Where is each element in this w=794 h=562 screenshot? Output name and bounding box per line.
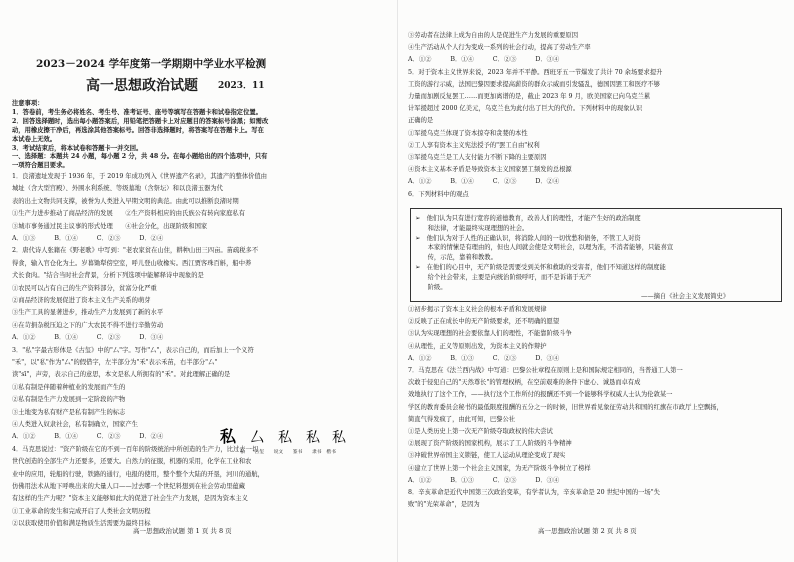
question-line: 4．马克思说过："资产阶级在它的不到一百年的阶级统治中所创造的生产力，比过去一切: [12, 445, 259, 453]
question-line: ④人类进入奴隶社会，私有制确立，国家产生: [12, 421, 138, 428]
question-line: ②私有制是生产力发展到一定阶段的产物: [12, 396, 126, 404]
question-line: A．①② B．①④ C．②③ D．②④: [12, 433, 164, 441]
material-line: 和法律，才能最终实现理想的社会。: [415, 224, 529, 232]
question-line: A．①③ B．①④ C．②③ D．②④: [12, 235, 164, 242]
question-line: ③冲破世界帝国主义锁链，使工人运动从理论变成了现实: [408, 452, 566, 460]
question-line: 有这样的生产力呢？"资本主义能够如此大的促进了社会生产力发展，是因为资本主义: [12, 495, 248, 503]
question-line: 2．唐代诗人张籍在《野老歌》中写到："老农家贫在山住，耕种山田三四亩。苗疏税多不: [12, 247, 259, 255]
question-line: ①私有制是伴随着种植业的发展而产生的: [12, 383, 126, 391]
question-line: ③生产工具的显著进步，推动生产力发展到了新的水平: [12, 309, 164, 317]
exam-page-2: [397, 0, 794, 562]
question-line: ④资本主义基本矛盾是导致资本主义国家罢工频发的总根源: [408, 166, 572, 174]
question-line: ①工业革命的发生和完成开启了人类社会文明历程: [12, 507, 151, 515]
question-line: 读"sī"，声旁，表示自己的意思，本文是私人所拥有的"禾"。对此理解正确的是: [12, 371, 231, 379]
svg-text:私: 私: [220, 427, 237, 446]
question-line: 简直气得发疯了，由此可知，巴黎公社: [408, 415, 516, 423]
section-heading-line1: 一、选择题：本题共 24 小题，每小题 2 分，共 48 分。在每小题给出的四个选项中，只有: [12, 153, 268, 160]
question-line: 次敢于侵犯自己的"天然尊长"的管理权柄，在空前艰难的条件下虚心、诚恳而卓有成: [408, 379, 641, 387]
notes-heading: 注意事项：: [12, 100, 44, 107]
question-line: ①农民可以占有自己的生产资料部分，贫富分化严重: [12, 284, 157, 292]
material-box: [410, 208, 782, 302]
material-line: ——摘自《社会主义发展简史》: [641, 293, 730, 301]
exam-title: 2023－2024 学年度第一学期期中学业水平检测: [36, 58, 267, 70]
question-line: ②以获取使用价值和满足物质生活需要为最终目标: [12, 520, 151, 528]
si-character-glyph-image: [218, 423, 368, 449]
svg-text:私: 私: [306, 430, 320, 446]
svg-text:私: 私: [332, 430, 346, 446]
question-line: 犬长食肉。"结合当时社会背景，分析下列选项中能解释诗中现象的是: [12, 272, 204, 280]
material-line: ➢ 在他们的心目中，无产阶级是需要受到关怀和救助的受害者，他们不知道这样的制度能: [415, 264, 666, 271]
question-line: 正确的是: [408, 117, 434, 125]
question-line: 3．"私"字最古形体是《古玺》中的"厶"字。写作"厶"，表示自己的，而后加上一个义符: [12, 346, 254, 354]
question-line: ②工人享有资本主义宪法授予的"罢工自由"权利: [408, 141, 540, 149]
question-line: "禾"，以"私"作为"厶"的假借字，左半部分为"禾"表示禾苗，右半部分"厶": [12, 359, 218, 366]
question-line: 仿佛用法术从地下呼唤出来的大量人口——过去哪一个世纪料想到在社会劳动里蕴藏: [12, 483, 245, 490]
question-line: 得食，输入官仓化为土。岁暮锄犁傍空室，呼儿登山收橡实。西江贾客珠百斛，船中养: [12, 259, 252, 267]
question-line: ③军援乌克兰是工人支付能力不断下降的主要原因: [408, 154, 547, 161]
question-line: 效地执行了这个工作，——执行这个工作所付的报酬还不到一个能够科学权威人士认为伦敦某一: [408, 391, 673, 399]
question-line: ②展现了资产阶级的国家机构，展示了工人阶级的斗争精神: [408, 440, 572, 448]
question-line: ②商品经济的发展促进了资本主义生产关系的萌芽: [12, 297, 151, 304]
question-line: 8．辛亥革命是近代中国第三次政治变革，有学者认为，辛亥革命是 20 世纪中国的一场"失: [408, 489, 660, 496]
material-line: ➢ 他们认为只有进行宽容的道德教育，改善人们的理性，才能产生好的政治制度: [415, 215, 641, 222]
material-line: ➢ 他们认为对于人性的正确认识，将消除人间的一切忧愁和债务，不管工人对资: [415, 234, 641, 242]
question-line: A．①② B．①④ C．②③ D．②④: [408, 178, 560, 186]
material-line: 传，示范，靠着和教教。: [415, 254, 497, 262]
note-line: 3．考试结束后，将本试卷和答题卡一并交回。: [12, 145, 143, 152]
question-line: 5．对于资本主义世界来说，2023 年并不平静。西班牙五一节爆发了共计 70 余场要求提升: [408, 68, 663, 76]
question-line: ③劳动者在法律上成为自由的人是促进生产力发展的重要原因: [408, 32, 579, 39]
svg-text:私: 私: [278, 430, 292, 446]
question-line: ④从理性，正义等原则出发，为资本主义的作辩护: [408, 342, 547, 350]
material-line: 本家的情愫是有理由的，但也人间就会使是文明社会，以理为准，不消者能够，只能喜宣: [415, 244, 674, 252]
question-line: A．①② B．①③ C．②③ D．③④: [408, 354, 560, 362]
material-line: 阶级。: [415, 283, 447, 291]
question-line: 工资的游行示威，法国巴黎因要求提高薪资的群众示威而引发骚乱，德国因罢工和医疗不够: [408, 80, 660, 88]
question-line: ①军援乌克兰体现了资本掠夺和贪婪的本性: [408, 129, 528, 137]
question-line: A．①② B．①③ C．②③ D．③④: [408, 476, 560, 484]
glyph-caption: 私 古玺 说文 篆书 隶书 楷书: [240, 450, 336, 455]
question-line: 计军援超过 2000 亿美元，乌克兰也为此付出了巨大的代价。下列材料中的现象认识: [408, 105, 643, 113]
note-line: 动，用橡皮擦干净后，再选涂其他答案标号。回答非选择题时，将答案写在答题卡上。写在: [12, 127, 264, 134]
exam-subject-title: 高一思想政治试题: [86, 78, 198, 94]
question-line: 表的出土文物共同支撑，被誉为人类进入早期文明的典范。由此可以推断良渚时期: [12, 197, 239, 205]
question-line: 城址（含大型宫殿）、外围水利系统、等级墓地（含祭坛）和以良渚玉器为代: [12, 185, 223, 193]
question-line: 6．下列材料中的观点: [408, 190, 469, 198]
svg-text:厶: 厶: [250, 430, 264, 446]
question-line: 7．马克思在《法兰西内战》中写道：巴黎公社章程在原则上是和国际规定相同的，当普通工人第一: [408, 367, 683, 374]
question-line: 1．良渚遗址发现于 1936 年，于 2019 年成功列入《世界遗产名录》，其遗产的整体价值由: [12, 173, 268, 180]
question-line: 业中的应用，轮船的行驶，铁路的通行，电报的使用，整个整个大陆的开垦，河川的通航，: [12, 470, 264, 478]
question-line: ②反映了正在成长中的无产阶级要求，还不明确的愿望: [408, 318, 560, 326]
question-line: ①初步揭示了资本主义社会的根本矛盾和发展规律: [408, 306, 547, 313]
section-heading-line2: 一项符合题目要求。: [12, 162, 69, 169]
question-line: A．①② B．①④ C．②③ D．③④: [408, 56, 560, 64]
question-line: ①生产力进步推动了商品经济的发展 ②生产资料相应的由氏族公有转向家庭私有: [12, 210, 245, 218]
question-line: ③认为实现理想的社会要依靠人们的理性，不能靠阶级斗争: [408, 330, 572, 338]
question-line: A．①② B．①④ C．②③ D．③④: [12, 334, 164, 342]
question-line: 败"的"光荣革命"，是因为: [408, 501, 480, 509]
material-line: 给个社会带来，主要是向统治阶级呼吁，而不是诉诸于无产: [415, 273, 592, 281]
question-line: ③土地变为私有财产是私有制产生的标志: [12, 408, 126, 416]
question-line: ④在苛捐杂税压迫之下的广大农民不得不进行辛勤劳动: [12, 321, 164, 329]
note-line: 本试卷上无效。: [12, 136, 57, 143]
page-footer-2: 高一思想政治试题 第 2 页 共 8 页: [538, 527, 637, 535]
note-line: 1．答卷前，考生务必将姓名、考生号、准考证号、座号等填写在答题卡和试卷指定位置。: [12, 109, 262, 116]
question-line: 学区的教育委员会秘书的最低限度报酬的五分之一的时候，旧世界看见象征劳动共和国的红旗在市政厅上空飘扬，: [408, 403, 723, 411]
page-footer-1: 高一思想政治试题 第 1 页 共 8 页: [133, 527, 232, 535]
question-line: 力量而加剧反复罢工……而更加离谱的是，截止 2023 年 9 月，欧美国家已向乌克兰累: [408, 93, 651, 100]
question-line: ④生产活动从个人行为变成一系列的社会行动，提高了劳动生产率: [408, 44, 591, 52]
question-line: 世代创造的全部生产力还要多，还要大。自然力的征服，机器的采用，化学在工业和农: [12, 458, 252, 466]
question-line: ④建立了世界上第一个社会主义国家，为无产阶级斗争树立了榜样: [408, 464, 591, 472]
question-line: ①是人类历史上第一次无产阶级夺取政权的伟大尝试: [408, 428, 553, 435]
question-line: ③城市事务通过民主议事的形式处理 ④社会分化，出现阶级和国家: [12, 222, 208, 230]
note-line: 2．回答选择题时，选出每小题答案后，用铅笔把答题卡上对应题目的答案标号涂黑；如需改: [12, 118, 269, 125]
exam-date: 2023．11: [218, 81, 265, 91]
